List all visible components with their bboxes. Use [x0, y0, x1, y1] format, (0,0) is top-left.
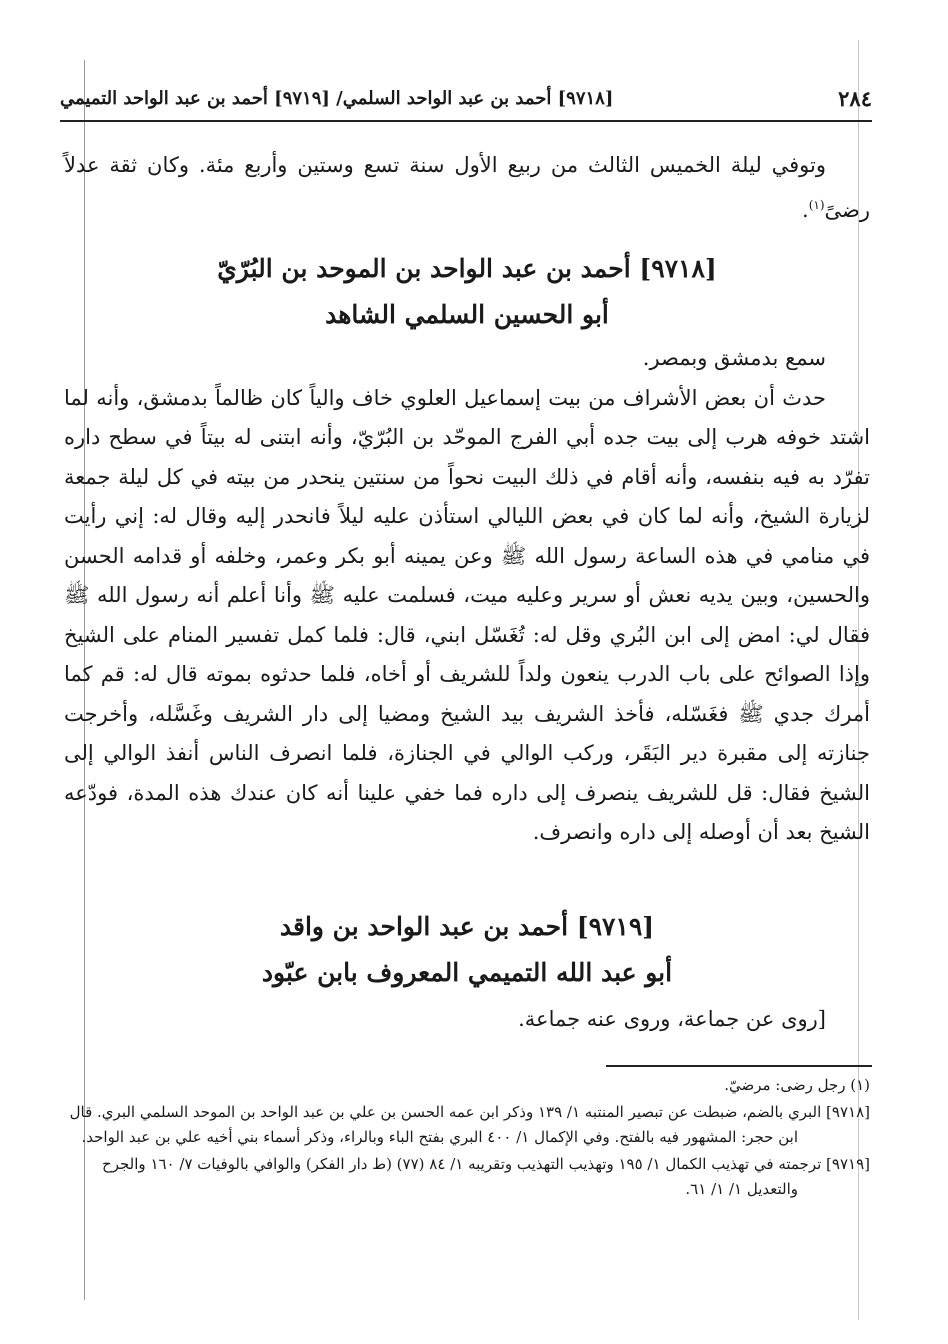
entry-heading-9719 — [64, 904, 870, 996]
entry-body-9719 — [64, 1000, 870, 1040]
entry-title: [٩٧١٨] أحمد بن عبد الواحد بن الموحد بن البُرّيّ — [217, 254, 717, 283]
entry-body-9718 — [64, 339, 870, 853]
intro-text: وتوفي ليلة الخميس الثالث من ربيع الأول سنة تسع وستين وأربع مئة. وكان ثقة عدلاً رضىً — [64, 153, 870, 222]
entry-kunya: أبو عبد الله التميمي المعروف بابن عبّود — [261, 958, 673, 987]
footnote-9719: [٩٧١٩] ترجمته في تهذيب الكمال ١/ ١٩٥ وتهذيب التهذيب وتقريبه ١/ ٨٤ (٧٧) (ط دار الفكر) والوافي بالوفيات ٧/ ١٦٠ والجرح والتعديل ١/ ١/ ٦١. — [102, 1154, 870, 1198]
entry-kunya: أبو الحسين السلمي الشاهد — [325, 300, 609, 329]
intro-paragraph: وتوفي ليلة الخميس الثالث من ربيع الأول سنة تسع وستين وأربع مئة. وكان ثقة عدلاً رضىً$^{(١)}$. — [64, 153, 870, 222]
entry-heading-9718 — [64, 246, 870, 338]
entry-line: [روى عن جماعة، وروى عنه جماعة. — [518, 1007, 826, 1031]
footnote-9718: [٩٧١٨] البري بالضم، ضبطت عن تبصير المنتبه ١/ ١٣٩ وذكر ابن عمه الحسن بن علي بن عبد الواحد بن الموحد السلمي البري. قال ابن حجر: المشهور فيه بالفتح. وفي الإكمال ١/ ٤٠٠ البري بفتح الباء وبالراء، وذكر أسماء بني أخيه علي بن عبد الواحد. — [69, 1102, 870, 1146]
entry-paragraph: حدث أن بعض الأشراف من بيت إسماعيل العلوي خاف والياً كان ظالماً بدمشق، وأنه لما اشتد خوفه هرب إلى بيت جده أبي الفرج الموحّد بن البُرّيّ، وأنه ابتنى له بيتاً في سطح داره تفرّد به فيه بنفسه، وأنه أقام في ذلك البيت نحواً من سنتين ينحدر من بيته في كل ليلة جمعة لزيارة الشيخ، وأنه لما كان في بعض الليالي استأذن عليه ليلاً فانحدر إليه وقال له: إني رأيت في منامي في هذه الساعة رسول الله ﷺ وعن يمينه أبو بكر وعمر، وخلفه أو قدامه الحسن والحسين، وبين يديه نعش أو سرير وعليه ميت، فسلمت عليه ﷺ وأنا أعلم أنه رسول الله ﷺ فقال لي: امض إلى ابن البُري وقل له: تُغَسّل ابني، قال: فلما كمل تفسير المنام على الشيخ وإذا الصوائح على باب الدرب ينعون ولداً للشريف أو أخاه، فلما حدثوه بموته قال له: قم كما أمرك جدي ﷺ فغَسّله، فأخذ الشريف بيد الشيخ ومضيا إلى دار الشريف وغَسَّله، وأخرجت جنازته إلى مقبرة دير البَقَر، وركب الوالي في الجنازة، فلما انصرف الناس أنفذ الوالي إلى الشيخ فقال: قل للشريف ينصرف إلى داره فما خفي علينا أنه كان عندك هذه المدة، فودّعه الشيخ بعد أن أوصله إلى داره وانصرف. — [64, 385, 870, 844]
running-title: [٩٧١٨] أحمد بن عبد الواحد السلمي/ [٩٧١٩] أحمد بن عبد الواحد التميمي — [60, 88, 614, 109]
footnote-1: (١) رجل رضى: مرضيّ. — [724, 1076, 870, 1094]
entry-line: سمع بدمشق وبمصر. — [642, 346, 826, 370]
footnote-divider — [606, 1065, 872, 1067]
footnote-ref: (١) — [808, 197, 825, 212]
page-header — [60, 82, 872, 122]
page-number: ٢٨٤ — [838, 86, 872, 111]
footnotes — [64, 1073, 870, 1204]
entry-title: [٩٧١٩] أحمد بن عبد الواحد بن واقد — [279, 912, 655, 941]
